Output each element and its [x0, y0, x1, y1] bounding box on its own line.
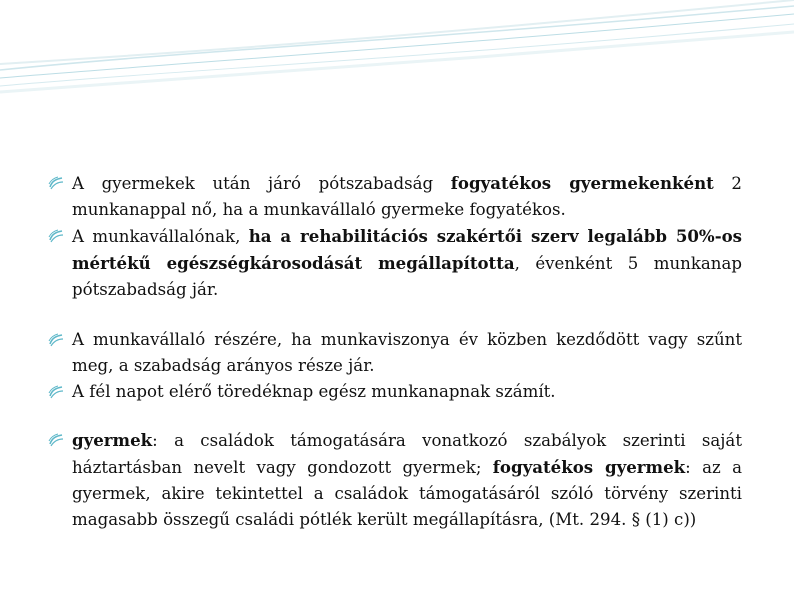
text-segment: A fél napot elérő töredéknap egész munkanapnak számít. — [72, 382, 556, 401]
fancy-bullet-icon — [48, 332, 64, 348]
bullet-item — [48, 327, 742, 379]
bold-text: fogyatékos gyermek — [492, 457, 686, 477]
bold-text: gyermek — [72, 430, 153, 450]
spacer — [48, 405, 742, 427]
fancy-bullet-icon — [48, 432, 64, 448]
bullet-item — [48, 223, 742, 303]
text-segment: A munkavállaló részére, ha munkaviszonya év közben kezdődött vagy szűnt meg, a szabadság arányos része jár. — [72, 330, 742, 375]
spacer — [48, 303, 742, 327]
header-decoration — [0, 0, 794, 110]
text-segment: 2 munkanappal nő, ha a munkavállaló gyermeke fogyatékos. — [72, 174, 742, 219]
text-segment: : a családok támogatására vonatkozó szabályok szerinti saját háztartásban nevelt vagy gondozott gyermek; — [72, 431, 742, 477]
text-segment: A munkavállalónak, — [72, 227, 249, 246]
text-segment: , évenként 5 munkanap pótszabadság jár. — [72, 254, 742, 299]
text-segment: A gyermekek után járó pótszabadság — [72, 174, 451, 193]
bullet-item — [48, 170, 742, 223]
fancy-bullet-icon — [48, 384, 64, 400]
text-segment: : az a gyermek, akire tekintettel a családok támogatásáról szóló törvény szerinti magasabb összegű családi pótlék került megállapításra, (Mt. 294. § (1) c)) — [72, 458, 743, 529]
bullet-item — [48, 379, 742, 405]
slide-content — [48, 170, 742, 533]
fancy-bullet-icon — [48, 228, 64, 244]
bullet-item — [48, 427, 742, 533]
fancy-bullet-icon — [48, 175, 64, 191]
bold-text: fogyatékos gyermekenként — [450, 173, 714, 193]
bold-text: ha a rehabilitációs szakértői szerv legalább 50%-os mértékű egészségkárosodását megállapította — [72, 226, 742, 273]
